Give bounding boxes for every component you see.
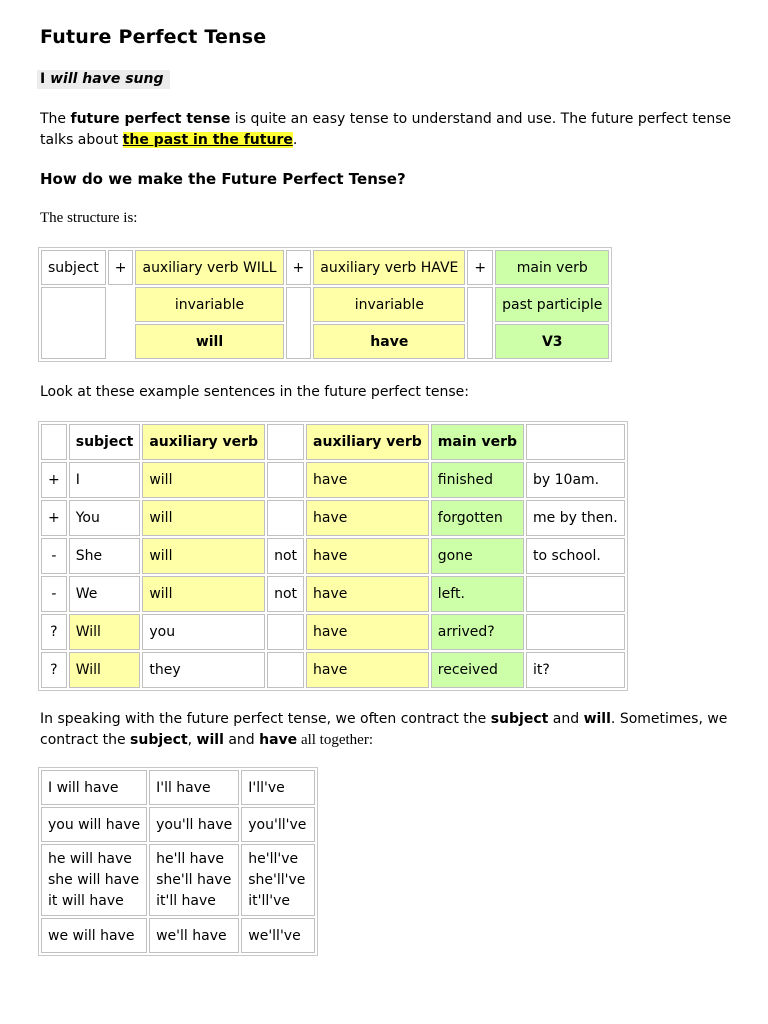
table-cell: will [142,462,265,498]
paragraph-text: In speaking with the future perfect tense, we often contract the [40,711,491,727]
table-cell: Will [69,614,141,650]
table-cell: She [69,538,141,574]
table-row [41,538,625,574]
table-cell [267,462,304,498]
table-cell: invariable [313,287,465,322]
paragraph-text: all together: [297,732,373,748]
table-cell: we'll have [149,918,239,953]
example-pronoun: I [40,71,46,87]
table-cell: have [306,500,429,536]
table-cell: + [41,462,67,498]
table-cell [41,424,67,460]
table-cell [267,614,304,650]
table-cell [526,424,625,460]
paragraph-text: and [223,732,260,748]
intro-highlight: the past in the future [122,132,293,148]
table-cell: I will have [41,770,147,805]
table-cell: you'll have [149,807,239,842]
table-row [41,287,609,322]
table-cell: forgotten [431,500,524,536]
table-cell: not [267,538,304,574]
table-cell: they [142,652,265,688]
table-cell: + [108,250,134,285]
table-cell [267,424,304,460]
example-sentence [37,70,170,89]
table-row [41,576,625,612]
table-cell: arrived? [431,614,524,650]
table-cell: + [41,500,67,536]
table-cell: will [135,324,283,359]
paragraph-text: . Sometimes, we contract the [40,711,728,748]
table-cell: me by then. [526,500,625,536]
table-cell [41,287,106,359]
table-cell: have [306,652,429,688]
page-title: Future Perfect Tense [40,26,267,48]
table-row [41,424,625,460]
table-cell: subject [69,424,141,460]
paragraph-text: and [548,711,584,727]
examples-intro: Look at these example sentences in the future perfect tense: [40,384,469,400]
table-cell [526,614,625,650]
table-cell: I'll've [241,770,315,805]
table-row [41,918,315,953]
table-row [41,500,625,536]
table-cell: left. [431,576,524,612]
table-cell: We [69,576,141,612]
table-cell: we'll've [241,918,315,953]
table-cell [526,576,625,612]
table-cell: main verb [495,250,609,285]
table-cell: finished [431,462,524,498]
paragraph-bold: subject [130,732,188,748]
table-cell: auxiliary verb WILL [135,250,283,285]
table-cell: he'll have she'll have it'll have [149,844,239,916]
table-cell: he'll've she'll've it'll've [241,844,315,916]
paragraph-bold: subject [490,711,549,727]
intro-text: The [40,111,71,127]
contraction-paragraph [40,709,740,751]
table-cell: auxiliary verb [306,424,429,460]
intro-paragraph [40,109,740,151]
table-cell: received [431,652,524,688]
table-cell: it? [526,652,625,688]
table-cell: invariable [135,287,283,322]
table-cell: Will [69,652,141,688]
table-cell: will [142,538,265,574]
table-row [41,770,315,805]
table-row [41,652,625,688]
table-cell: - [41,538,67,574]
table-cell: you [142,614,265,650]
table-cell: - [41,576,67,612]
table-cell: + [467,250,493,285]
table-cell: ? [41,614,67,650]
table-cell: V3 [495,324,609,359]
example-rest: will have sung [45,71,164,87]
table-cell: have [313,324,465,359]
structure-table [38,247,612,362]
paragraph-bold: will [196,732,224,748]
structure-intro: The structure is: [40,210,138,226]
table-cell: subject [41,250,106,285]
table-cell: + [286,250,312,285]
paragraph-bold: will [583,711,611,727]
contractions-table [38,767,318,956]
table-cell [267,652,304,688]
table-cell: gone [431,538,524,574]
table-cell: I'll have [149,770,239,805]
table-cell: will [142,576,265,612]
table-row [41,844,315,916]
table-cell: not [267,576,304,612]
table-cell: by 10am. [526,462,625,498]
table-cell: we will have [41,918,147,953]
table-row [41,462,625,498]
section-heading: How do we make the Future Perfect Tense? [40,170,406,188]
examples-table [38,421,628,691]
table-cell: have [306,576,429,612]
table-cell: to school. [526,538,625,574]
table-cell: main verb [431,424,524,460]
table-cell: have [306,462,429,498]
table-cell: you will have [41,807,147,842]
table-cell: You [69,500,141,536]
table-cell: you'll've [241,807,315,842]
table-cell: will [142,500,265,536]
table-cell: he will have she will have it will have [41,844,147,916]
table-row [41,807,315,842]
table-cell: auxiliary verb [142,424,265,460]
intro-text: . [292,132,298,148]
table-cell: I [69,462,141,498]
table-row [41,250,609,285]
table-row [41,614,625,650]
table-cell [467,287,493,359]
table-cell: have [306,538,429,574]
paragraph-bold: have [259,732,298,748]
table-cell: have [306,614,429,650]
table-cell [286,287,312,359]
intro-bold: future perfect tense [70,111,231,127]
intro-text: is quite an easy tense to understand and use. The future perfect tense talks about [40,111,732,148]
table-cell: ? [41,652,67,688]
table-cell: auxiliary verb HAVE [313,250,465,285]
paragraph-text: , [187,732,197,748]
table-cell [108,287,134,359]
table-cell [267,500,304,536]
table-cell: past participle [495,287,609,322]
